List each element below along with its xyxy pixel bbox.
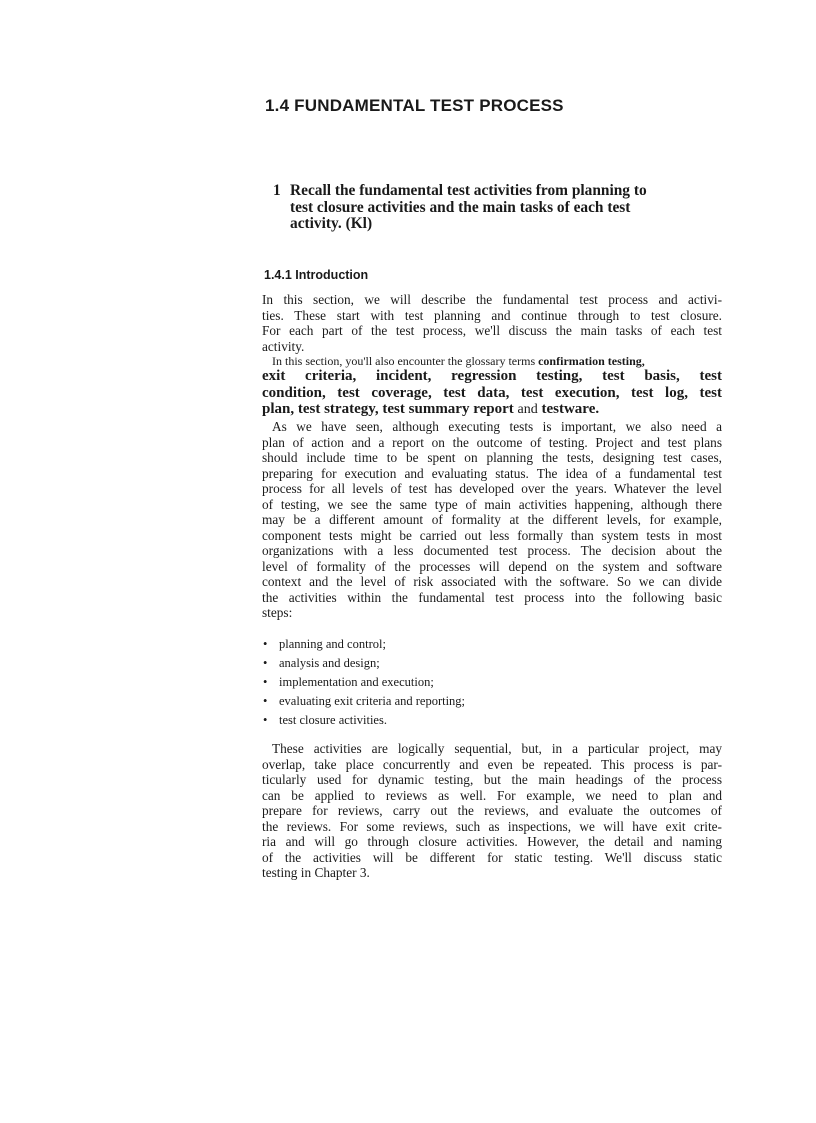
bullet-icon: • — [263, 694, 268, 708]
bullet-icon: • — [263, 713, 268, 727]
glossary-terms-line: exit criteria, incident, regression testing, test basis, test — [262, 368, 722, 384]
paragraph-line: In this section, we will describe the fundamental test process and activi- — [262, 292, 722, 307]
paragraph-line: of the activities will be different for static testing. We'll discuss static — [262, 849, 722, 865]
intro-paragraph-1 — [262, 292, 722, 354]
process-paragraph — [262, 419, 722, 621]
paragraph-line: should include time to be spent on planning the tests, designing test cases, — [262, 450, 722, 465]
bullet-icon: • — [263, 675, 268, 689]
bullet-icon: • — [263, 637, 268, 651]
list-item: • test closure activities. — [262, 711, 722, 730]
paragraph-line: steps: — [262, 605, 293, 620]
paragraph-line: component tests might be carried out less formally than system tests in most — [262, 527, 722, 543]
paragraph-line: may be a different amount of formality at the different levels, for example, — [262, 512, 722, 527]
paragraph-line: ticularly used for dynamic testing, but the main headings of the process — [262, 772, 722, 787]
glossary-intro-line: In this section, you'll also encounter the glossary terms confirmation testing, — [272, 354, 645, 368]
paragraph-line: the activities within the fundamental test process into the following basic — [262, 589, 722, 605]
list-item: • implementation and execution; — [262, 673, 722, 692]
paragraph-line: overlap, take place concurrently and even be repeated. This process is par- — [262, 756, 722, 772]
paragraph-line: the reviews. For some reviews, such as inspections, we will have exit crite- — [262, 818, 722, 834]
glossary-terms-line: plan, test strategy, test summary report and testware. — [262, 401, 600, 417]
paragraph-line: prepare for reviews, carry out the reviews, and evaluate the outcomes of — [262, 803, 722, 818]
glossary-term: confirmation testing, — [538, 354, 645, 368]
glossary-paragraph — [262, 354, 722, 418]
section-title: 1.4 FUNDAMENTAL TEST PROCESS — [265, 96, 564, 115]
objective-line-2: test closure activities and the main tasks of each test — [290, 198, 631, 216]
paragraph-line: As we have seen, although executing tests is important, we also need a — [272, 419, 722, 434]
glossary-terms-line: condition, test coverage, test data, test execution, test log, test — [262, 384, 722, 401]
subsection-title: 1.4.1 Introduction — [264, 268, 369, 282]
paragraph-line: preparing for execution and evaluating status. The idea of a fundamental test — [262, 465, 722, 481]
learning-objective — [273, 183, 713, 233]
paragraph-line: of testing, we see the same type of main activities happening, although there — [262, 496, 722, 512]
paragraph-line: level of formality of the processes will depend on the system and software — [262, 558, 722, 574]
paragraph-line: organizations with a less documented test process. The decision about the — [262, 543, 722, 558]
paragraph-line: ties. These start with test planning and continue through to test closure. — [262, 307, 722, 323]
paragraph-line: context and the level of risk associated with the software. So we can divide — [262, 574, 722, 589]
paragraph-line: plan of action and a report on the outcome of testing. Project and test plans — [262, 434, 722, 450]
paragraph-line: testing in Chapter 3. — [262, 865, 370, 880]
paragraph-line: ria and will go through closure activities. However, the detail and naming — [262, 834, 722, 849]
list-item: • evaluating exit criteria and reporting; — [262, 692, 722, 711]
list-item: • planning and control; — [262, 635, 722, 654]
paragraph-line: process for all levels of test has developed over the years. Whatever the level — [262, 481, 722, 496]
paragraph-line: can be applied to reviews as well. For example, we need to plan and — [262, 787, 722, 803]
objective-line-1: 1 Recall the fundamental test activities from planning to — [273, 182, 647, 199]
bullet-icon: • — [263, 656, 268, 670]
objective-number: 1 — [273, 182, 281, 199]
paragraph-line: These activities are logically sequential, but, in a particular project, may — [272, 741, 722, 756]
sequence-paragraph — [262, 741, 722, 881]
paragraph-line: For each part of the test process, we'll discuss the main tasks of each test — [262, 323, 722, 338]
objective-line-3: activity. (Kl) — [290, 215, 373, 232]
activity-steps-list — [262, 635, 722, 730]
list-item: • analysis and design; — [262, 654, 722, 673]
paragraph-line: activity. — [262, 338, 305, 354]
